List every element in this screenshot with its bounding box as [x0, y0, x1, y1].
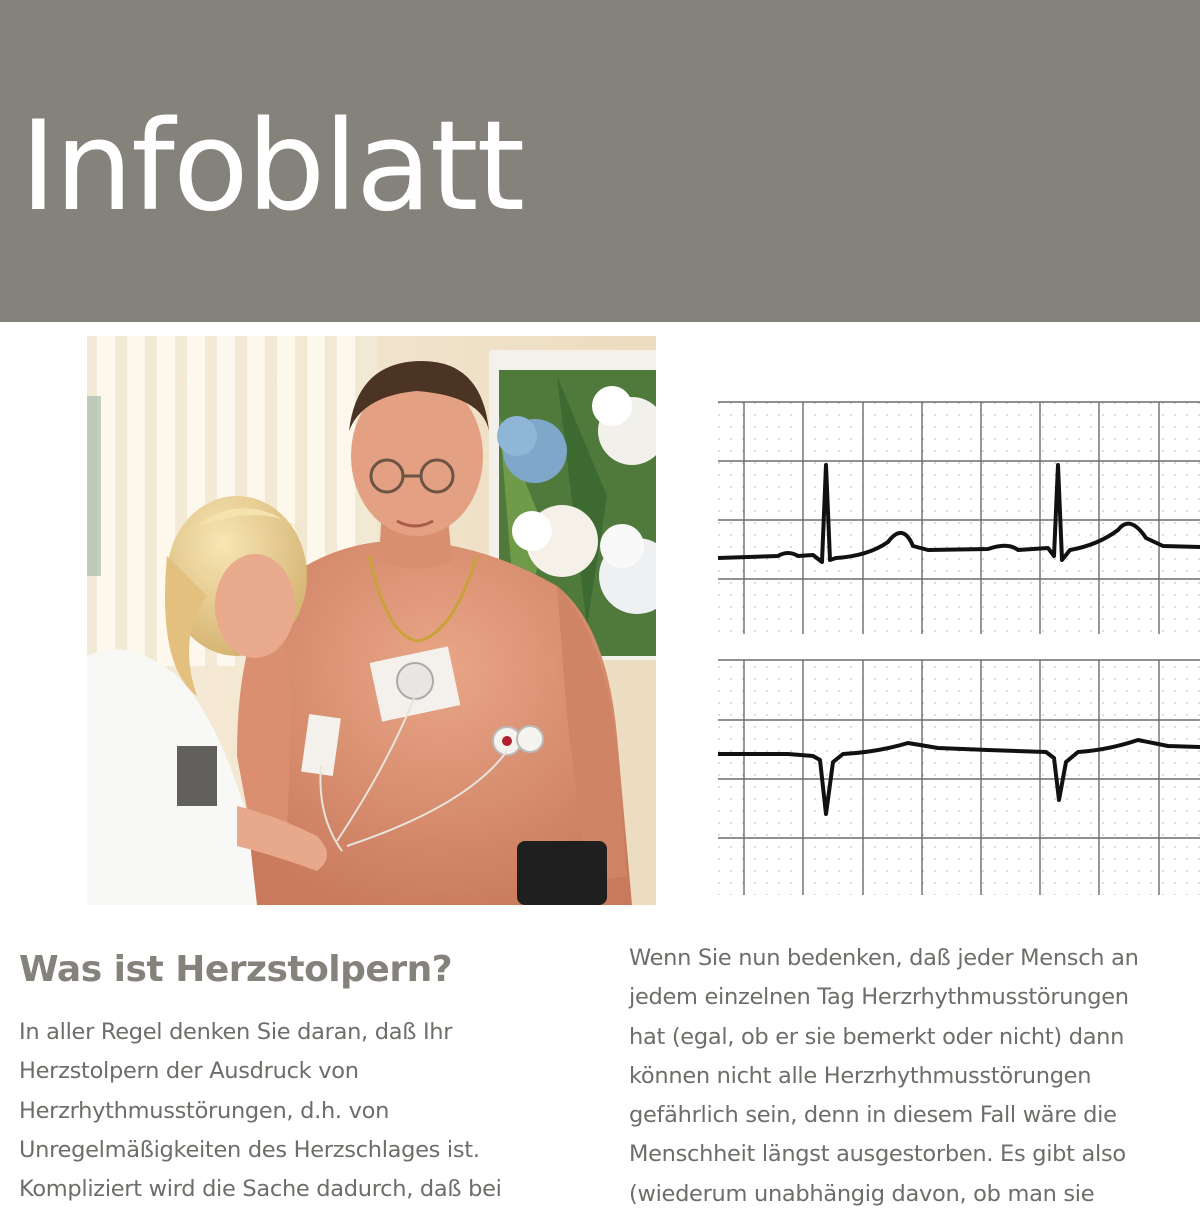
section-heading: Was ist Herzstolpern? — [19, 949, 453, 990]
left-column-text — [19, 1013, 579, 1209]
text-line: Wenn Sie nun bedenken, daß jeder Mensch an — [629, 945, 1139, 971]
exam-photo — [87, 336, 656, 905]
text-line: hat (egal, ob er sie bemerkt oder nicht) dann — [629, 1023, 1125, 1050]
text-line: In aller Regel denken Sie daran, daß Ihr — [19, 1019, 453, 1045]
text-line: Menschheit längst ausgestorben. Es gibt also — [629, 1141, 1126, 1168]
text-line: jedem einzelnen Tag Herzrhythmusstörungen — [629, 984, 1129, 1011]
text-line: können nicht alle Herzrhythmusstörungen — [629, 1062, 1092, 1089]
ecg-strip-lower — [718, 660, 1200, 895]
ecg-strip-upper — [718, 402, 1200, 634]
text-line: Unregelmäßigkeiten des Herzschlages ist. — [19, 1136, 480, 1163]
ecg-strips — [718, 390, 1200, 910]
text-line: gefährlich sein, denn in diesem Fall wäre die — [629, 1102, 1117, 1129]
text-line: Herzrhythmusstörungen, d.h. von — [19, 1097, 390, 1124]
page-title: Infoblatt — [20, 95, 524, 239]
text-line: (wiederum unabhängig davon, ob man sie — [629, 1180, 1095, 1207]
text-line: Kompliziert wird die Sache dadurch, daß bei — [19, 1176, 502, 1203]
header-band — [0, 0, 1200, 322]
text-line: Herzstolpern der Ausdruck von — [19, 1058, 359, 1085]
right-column-text — [629, 939, 1200, 1214]
